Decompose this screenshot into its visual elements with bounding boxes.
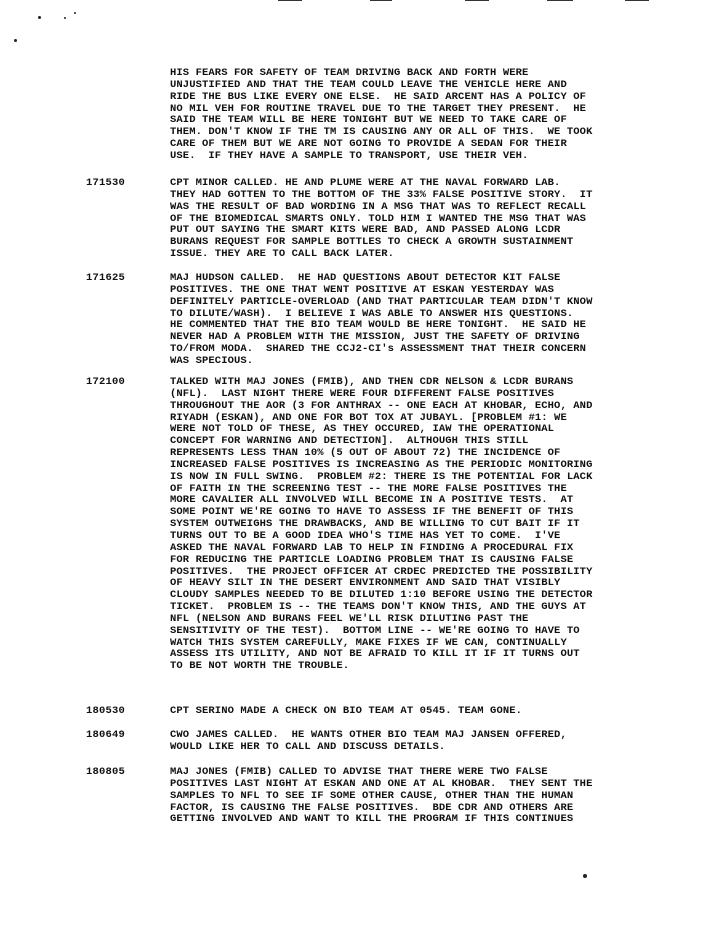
text-line: THEY HAD GOTTEN TO THE BOTTOM OF THE 33% FALSE POSITIVE STORY. IT (170, 188, 593, 201)
text-line: NFL (NELSON AND BURANS FEEL WE'LL RISK DILUTING PAST THE (170, 612, 529, 625)
scan-speck (14, 39, 17, 42)
text-line: OF THE BIOMEDICAL SMARTS ONLY. TOLD HIM I WANTED THE MSG THAT WAS (170, 212, 587, 225)
entry-text (170, 377, 650, 673)
text-line: FOR REDUCING THE PARTICLE LOADING PROBLEM THAT IS CAUSING FALSE (170, 553, 574, 566)
text-line: INCREASED FALSE POSITIVES IS INCREASING AS THE PERIODIC MONITORING (170, 458, 593, 471)
text-line: POSITIVES LAST NIGHT AT ESKAN AND ONE AT AL KHOBAR. THEY SENT THE (170, 777, 593, 790)
text-line: HIS FEARS FOR SAFETY OF TEAM DRIVING BACK AND FORTH WERE (170, 67, 529, 79)
text-line: ISSUE. THEY ARE TO CALL BACK LATER. (170, 248, 395, 261)
entry-time: 180649 (86, 729, 126, 741)
text-line: FACTOR, IS CAUSING THE FALSE POSITIVES. BDE CDR AND OTHERS ARE (170, 801, 574, 814)
entry-text (170, 178, 650, 261)
text-line: ASKED THE NAVAL FORWARD LAB TO HELP IN FINDING A PROCEDURAL FIX (170, 541, 574, 554)
text-line: HE COMMENTED THAT THE BIO TEAM WOULD BE HERE TONIGHT. HE SAID HE (170, 319, 587, 332)
text-line: DEFINITELY PARTICLE-OVERLOAD (AND THAT PARTICULAR TEAM DIDN'T KNOW (170, 295, 593, 308)
text-line: CONCEPT FOR WARNING AND DETECTION]. ALTHOUGH THIS STILL (170, 435, 529, 448)
scan-mark (370, 0, 392, 1)
text-line: CARE OF THEM BUT WE ARE NOT GOING TO PROVIDE A SEDAN FOR THEIR (170, 138, 567, 151)
text-line: WAS SPECIOUS. (170, 354, 254, 367)
text-line: GETTING INVOLVED AND WANT TO KILL THE PROGRAM IF THIS CONTINUES (170, 813, 574, 826)
scan-speck (74, 12, 76, 14)
text-line: CPT SERINO MADE A CHECK ON BIO TEAM AT 0545. TEAM GONE. (170, 705, 523, 717)
text-line: TALKED WITH MAJ JONES (FMIB), AND THEN CDR NELSON & LCDR BURANS (170, 376, 574, 388)
text-line: POSITIVES. THE ONE THAT WENT POSITIVE AT ESKAN YESTERDAY WAS (170, 283, 555, 296)
entry-time: 171625 (86, 272, 126, 284)
entry-text (170, 68, 650, 163)
text-line: MAJ HUDSON CALLED. HE HAD QUESTIONS ABOUT DETECTOR KIT FALSE (170, 272, 561, 284)
text-line: TURNS OUT TO BE A GOOD IDEA WHO'S TIME HAS YET TO COME. I'VE (170, 529, 561, 542)
text-line: THROUGHOUT THE AOR (3 FOR ANTHRAX -- ONE EACH AT KHOBAR, ECHO, AND (170, 399, 593, 412)
text-line: OF HEAVY SILT IN THE DESERT ENVIRONMENT AND SAID THAT VISIBLY (170, 577, 561, 590)
text-line: WOULD LIKE HER TO CALL AND DISCUSS DETAILS. (170, 740, 446, 753)
text-line: RIYADH (ESKAN), AND ONE FOR BOT TOX AT JUBAYL. [PROBLEM #1: WE (170, 411, 567, 424)
text-line: WAS THE RESULT OF BAD WORDING IN A MSG THAT WAS TO REFLECT RECALL (170, 200, 587, 213)
entry-time: 180530 (86, 705, 126, 717)
text-line: SAID THE TEAM WILL BE HERE TONIGHT BUT WE NEED TO TAKE CARE OF (170, 114, 567, 127)
scan-mark (465, 0, 489, 1)
scan-speck (38, 16, 41, 19)
entry-text (170, 273, 650, 368)
entry-text (170, 730, 650, 754)
scan-mark (547, 0, 573, 1)
text-line: MAJ JONES (FMIB) CALLED TO ADVISE THAT THERE WERE TWO FALSE (170, 766, 548, 778)
text-line: WERE NOT TOLD OF THESE, AS THEY OCCURED, IAW THE OPERATIONAL (170, 423, 555, 436)
entry-time: 171530 (86, 177, 126, 189)
scan-speck (64, 17, 66, 19)
text-line: TICKET. PROBLEM IS -- THE TEAMS DON'T KNOW THIS, AND THE GUYS AT (170, 601, 587, 614)
scan-mark (278, 0, 302, 1)
text-line: BURANS REQUEST FOR SAMPLE BOTTLES TO CHECK A GROWTH SUSTAINMENT (170, 236, 574, 249)
text-line: SENSITIVITY OF THE TEST). BOTTOM LINE -- WE'RE GOING TO HAVE TO (170, 624, 580, 637)
scan-mark (625, 0, 649, 1)
text-line: USE. IF THEY HAVE A SAMPLE TO TRANSPORT, USE THEIR VEH. (170, 149, 529, 162)
scan-speck (583, 874, 587, 878)
text-line: SOME POINT WE'RE GOING TO HAVE TO ASSESS IF THE BENEFIT OF THIS (170, 506, 574, 519)
text-line: MORE CAVALIER ALL INVOLVED WILL BECOME IN A POSITIVE TESTS. AT (170, 494, 574, 507)
text-line: CLOUDY SAMPLES NEEDED TO BE DILUTED 1:10 BEFORE USING THE DETECTOR (170, 589, 593, 602)
text-line: CWO JAMES CALLED. HE WANTS OTHER BIO TEAM MAJ JANSEN OFFERED, (170, 729, 567, 741)
text-line: IS NOW IN FULL SWING. PROBLEM #2: THERE IS THE POTENTIAL FOR LACK (170, 470, 593, 483)
text-line: REPRESENTS LESS THAN 10% (5 OUT OF ABOUT 72) THE INCIDENCE OF (170, 447, 561, 460)
text-line: NO MIL VEH FOR ROUTINE TRAVEL DUE TO THE TARGET THEY PRESENT. HE (170, 102, 587, 115)
text-line: THEM. DON'T KNOW IF THE TM IS CAUSING ANY OR ALL OF THIS. WE TOOK (170, 126, 593, 139)
entry-time: 180805 (86, 766, 126, 778)
entry-time: 172100 (86, 376, 126, 388)
text-line: SYSTEM OUTWEIGHS THE DRAWBACKS, AND BE WILLING TO CUT BAIT IF IT (170, 518, 580, 531)
text-line: CPT MINOR CALLED. HE AND PLUME WERE AT THE NAVAL FORWARD LAB. (170, 177, 561, 189)
entry-text (170, 706, 650, 718)
text-line: TO BE NOT WORTH THE TROUBLE. (170, 660, 350, 673)
text-line: WATCH THIS SYSTEM CAREFULLY, MAKE FIXES IF WE CAN, CONTINUALLY (170, 636, 567, 649)
text-line: RIDE THE BUS LIKE EVERY ONE ELSE. HE SAID ARCENT HAS A POLICY OF (170, 90, 587, 103)
text-line: POSITIVES. THE PROJECT OFFICER AT CRDEC PREDICTED THE POSSIBILITY (170, 565, 593, 578)
text-line: TO/FROM MODA. SHARED THE CCJ2-CI's ASSESSMENT THAT THEIR CONCERN (170, 343, 587, 356)
text-line: UNJUSTIFIED AND THAT THE TEAM COULD LEAVE THE VEHICLE HERE AND (170, 78, 567, 91)
text-line: OF FAITH IN THE SCREENING TEST -- THE MORE FALSE POSITIVES THE (170, 482, 567, 495)
text-line: (NFL). LAST NIGHT THERE WERE FOUR DIFFERENT FALSE POSITIVES (170, 387, 555, 400)
text-line: NEVER HAD A PROBLEM WITH THE MISSION, JUST THE SAFETY OF DRIVING (170, 331, 580, 344)
text-line: PUT OUT SAYING THE SMART KITS WERE BAD, AND PASSED ALONG LCDR (170, 224, 561, 237)
text-line: SAMPLES TO NFL TO SEE IF SOME OTHER CAUSE, OTHER THAN THE HUMAN (170, 789, 574, 802)
text-line: ASSESS ITS UTILITY, AND NOT BE AFRAID TO KILL IT IF IT TURNS OUT (170, 648, 580, 661)
entry-text (170, 767, 650, 826)
text-line: TO DILUTE/WASH). I BELIEVE I WAS ABLE TO ANSWER HIS QUESTIONS. (170, 307, 574, 320)
